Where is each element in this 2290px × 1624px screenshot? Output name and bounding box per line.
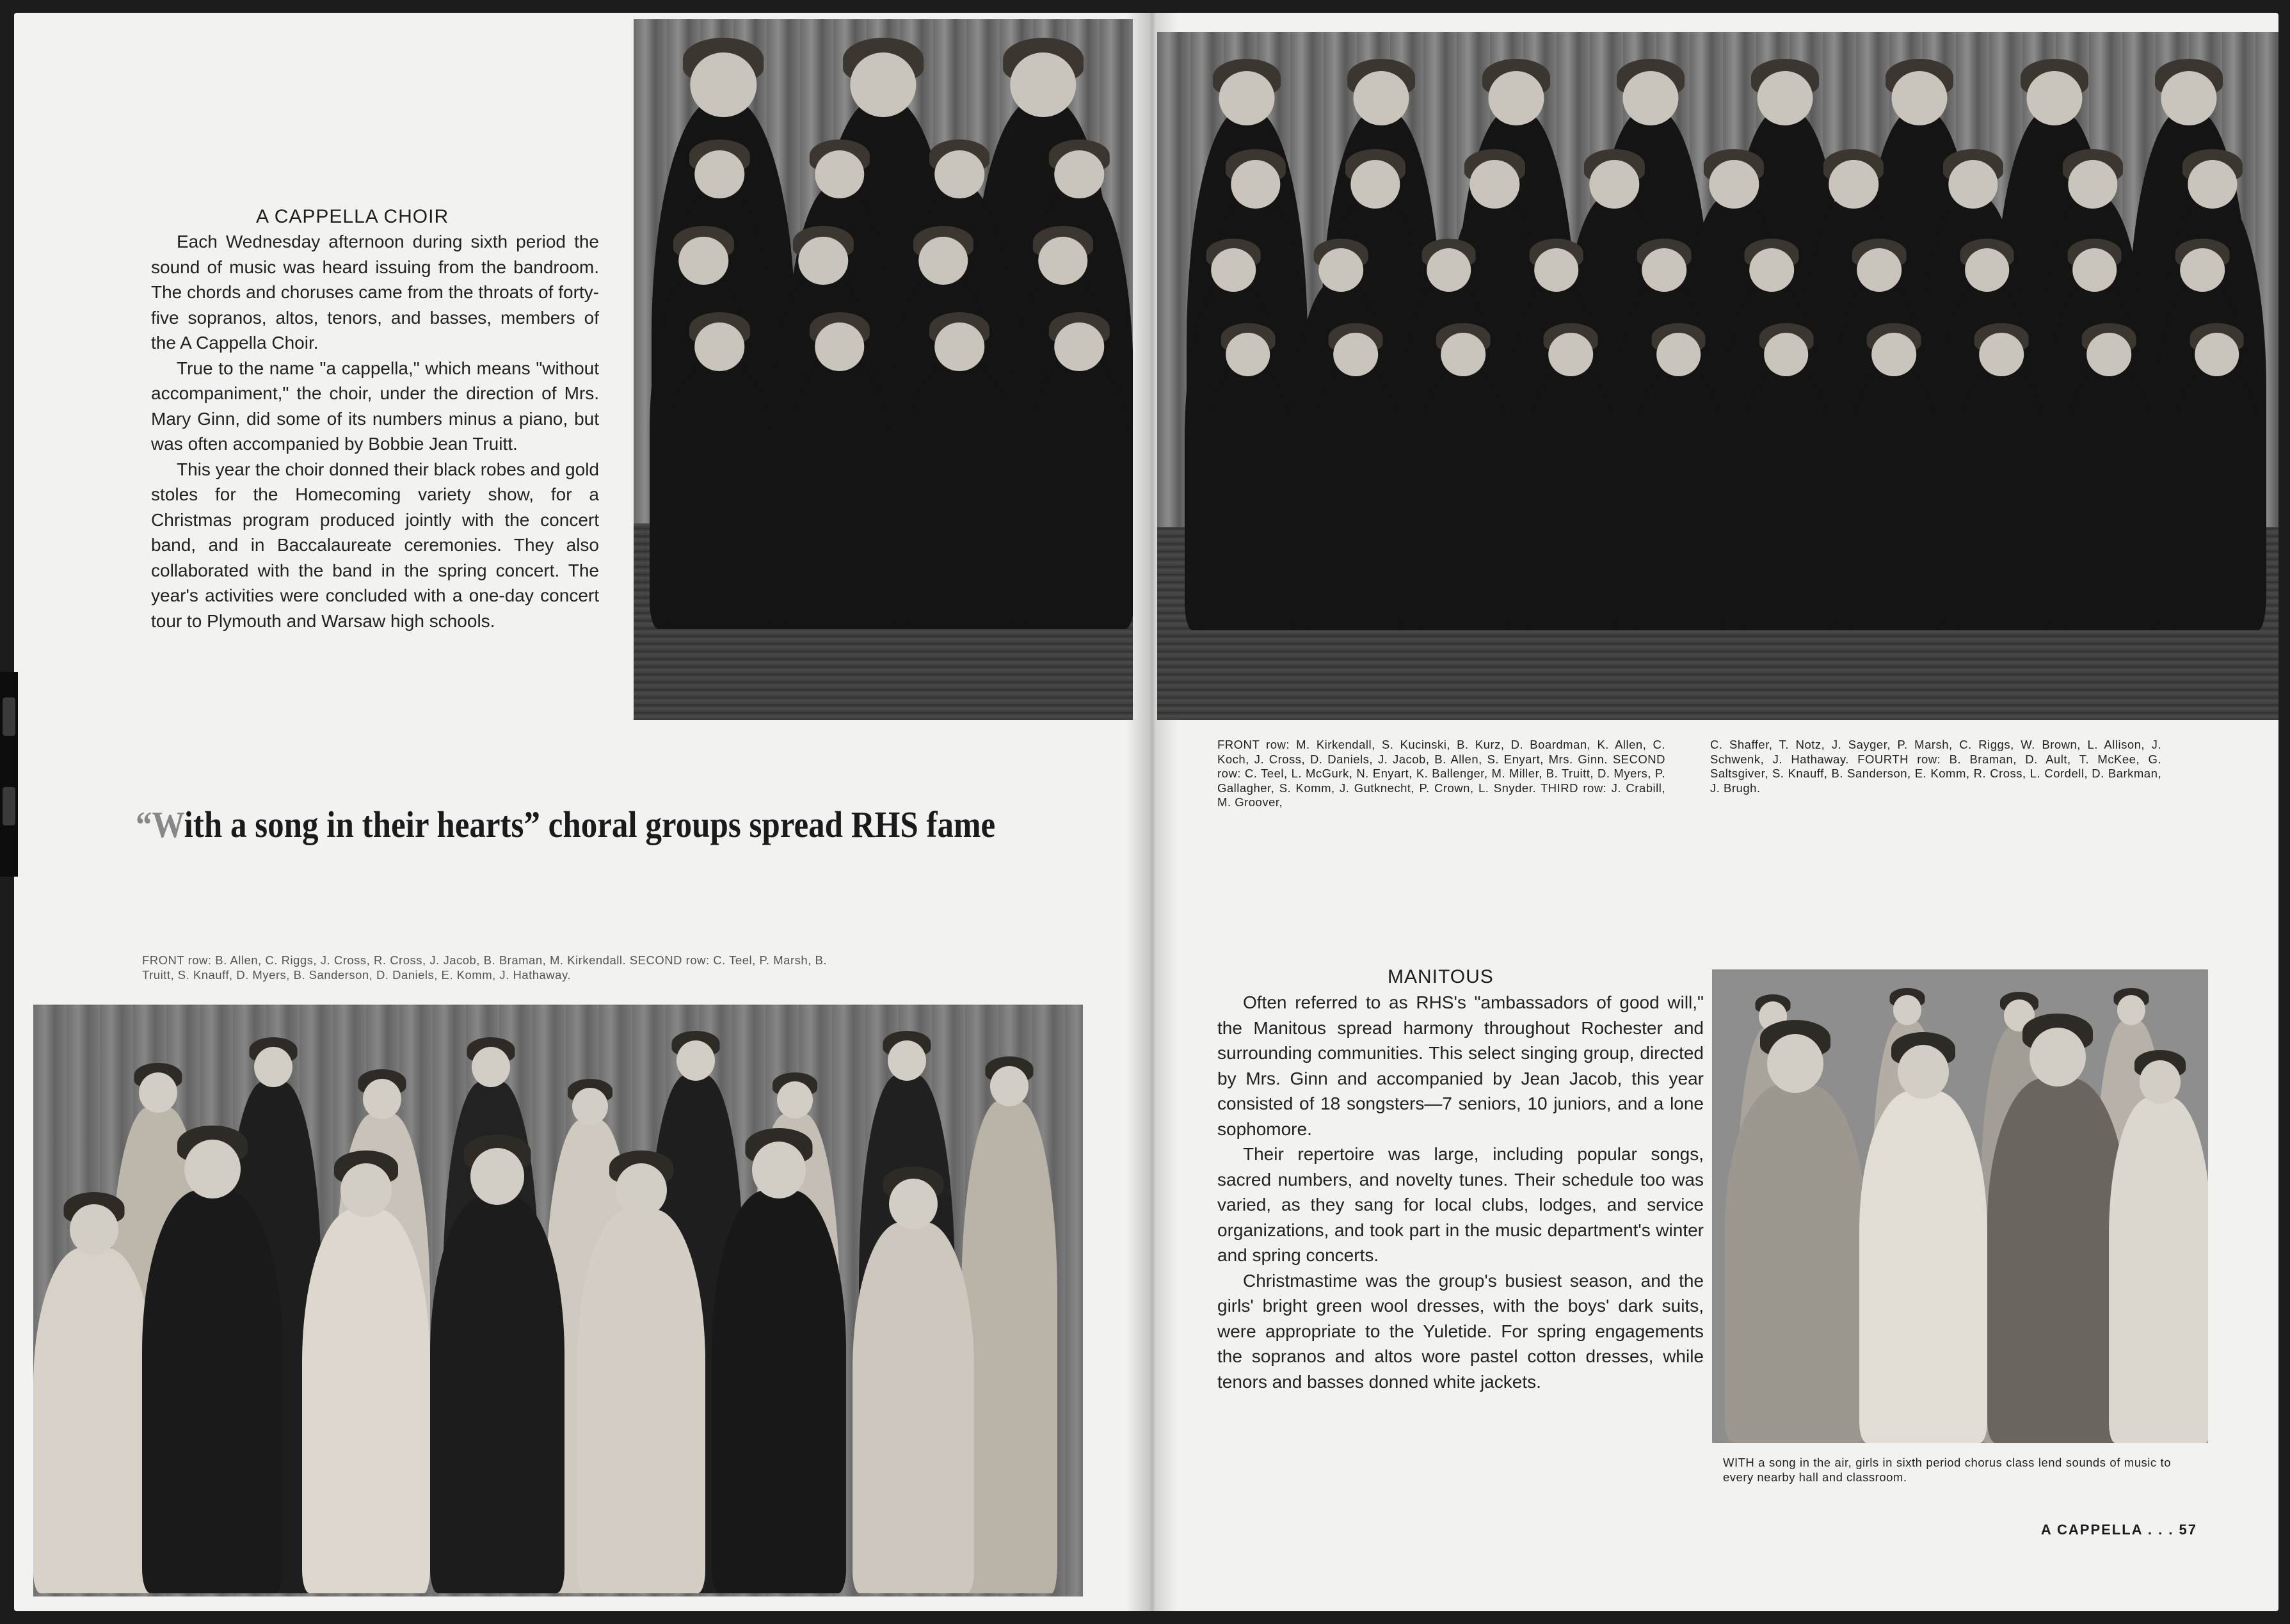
face (616, 1163, 667, 1217)
chorus-class-photo (1712, 969, 2208, 1443)
manitous-body (1217, 990, 1704, 1394)
face (1333, 333, 1378, 376)
face (850, 52, 916, 117)
face (1749, 248, 1794, 292)
face (1010, 52, 1076, 117)
choir-member (1415, 364, 1512, 630)
choir-paragraph: Each Wednesday afternoon during sixth period the sound of music was heard issuing from the bandroom. The chords and choruses came from the throats of forty-five sopranos, altos, tenors, and basses, members of the A Cappella Choir. (151, 232, 599, 353)
choir-member (1199, 364, 1296, 630)
face (889, 1179, 938, 1230)
face (1488, 71, 1544, 125)
face (1892, 71, 1948, 125)
face (1054, 322, 1104, 371)
face (2117, 995, 2145, 1024)
face (2195, 333, 2239, 376)
group-member (1987, 1078, 2128, 1443)
group-member (853, 1222, 974, 1593)
choir-photo-left (634, 19, 1133, 720)
choir-member (2168, 364, 2265, 630)
face (2068, 160, 2117, 209)
face (678, 237, 728, 285)
choir-member (2061, 364, 2158, 630)
manitous-paragraph: Often referred to as RHS's "ambassadors of good will," the Manitous spread harmony throughout Rochester and surrounding communities. This select singing group, directed by Mrs. Ginn and accompanied by Jean Jacob, this year consisted of 18 songsters—7 seniors, 10 juniors, and a lone sophomore. (1217, 992, 1704, 1139)
group-member (1859, 1091, 1987, 1443)
face (1709, 160, 1759, 209)
robed-singers (1180, 74, 2256, 679)
face (777, 1081, 813, 1119)
face (2026, 71, 2082, 125)
group-member (2109, 1097, 2208, 1443)
manitous-photo (33, 1005, 1083, 1596)
face (1219, 71, 1275, 125)
headline-text: ith a song in their hearts” choral groups spread RHS fame (184, 804, 996, 845)
choir-member (1523, 364, 1619, 630)
face (1979, 333, 2024, 376)
headline-open-quote: “W (136, 804, 184, 845)
face (1427, 248, 1471, 292)
choir-paragraph: This year the choir donned their black robes and gold stoles for the Homecoming variety show, for a Christmas program produced jointly with the concert band, and in Baccalaureate ceremonies. They also collaborated with the band in the spring concert. The year's activities were concluded with a one-day concert tour to Plymouth and Warsaw high schools. (151, 459, 599, 631)
choir-caption-col2: C. Shaffer, T. Notz, J. Sayger, P. Marsh, C. Riggs, W. Brown, L. Allison, J. Schwenk, J. Hathaway. FOURTH row: B. Braman, D. Ault, T. McKee, G. Saltsgiver, S. Knauff, B. Sanderson, E. Komm, R. Cross, L. Cordell, D. Barkman, J. Brugh. (1710, 738, 2161, 795)
face (472, 1047, 510, 1087)
face (1898, 1045, 1949, 1099)
choir-member (666, 357, 774, 628)
face (1231, 160, 1280, 209)
face (1857, 248, 1902, 292)
group-member (33, 1248, 155, 1593)
face (1965, 248, 2010, 292)
group-member (712, 1190, 846, 1593)
face (1656, 333, 1701, 376)
face (1948, 160, 1998, 209)
face (695, 150, 745, 199)
face (691, 52, 757, 117)
face (888, 1040, 926, 1081)
face (752, 1142, 806, 1198)
face (934, 150, 984, 199)
choir-member (1738, 364, 1834, 630)
face (184, 1140, 241, 1198)
spread-headline (136, 803, 996, 846)
face (2140, 1060, 2181, 1103)
face (918, 237, 968, 285)
choir-paragraph: True to the name "a cappella," which means "without accompaniment," the choir, under the direction of Mrs. Mary Ginn, did some of its numbers minus a piano, but was often accompanied by Bobbie Jean Truitt. (151, 358, 599, 454)
face (572, 1088, 608, 1126)
face (1767, 1034, 1823, 1093)
face (1622, 71, 1678, 125)
face (1758, 71, 1813, 125)
face (363, 1079, 401, 1119)
face (1764, 333, 1809, 376)
face (1038, 237, 1088, 285)
face (1350, 160, 1400, 209)
face (695, 322, 745, 371)
face (1211, 248, 1256, 292)
face (990, 1066, 1029, 1106)
face (1441, 333, 1485, 376)
face (1354, 71, 1409, 125)
group-member (302, 1209, 430, 1593)
group-member (142, 1190, 283, 1593)
choir-member (1630, 364, 1727, 630)
choir-member (1953, 364, 2050, 630)
robed-singers (644, 61, 1123, 678)
manitous-title: MANITOUS (1388, 966, 1494, 987)
face (934, 322, 984, 371)
face (1893, 995, 1921, 1024)
chorus-class-caption: WITH a song in the air, girls in sixth period chorus class lend sounds of music to every nearby hall and classroom. (1723, 1456, 2171, 1484)
face (1829, 160, 1878, 209)
face (2161, 71, 2216, 125)
face (1590, 160, 1639, 209)
page-folio: A CAPPELLA . . . 57 (2040, 1522, 2197, 1538)
face (677, 1040, 715, 1081)
face (815, 150, 865, 199)
face (2030, 1028, 2086, 1087)
face (2072, 248, 2117, 292)
manitous-paragraph: Christmastime was the group's busiest season, and the girls' bright green wool dresses, with the boys' dark suits, were appropriate to the Yuletide. For spring engagements the sopranos and altos wore pastel cotton dresses, while tenors and basses donned white jackets. (1217, 1270, 1704, 1392)
face (799, 237, 849, 285)
face (1871, 333, 1916, 376)
choir-caption-col1: FRONT row: M. Kirkendall, S. Kucinski, B. Kurz, D. Boardman, K. Allen, C. Koch, J. Cross, D. Daniels, J. Jacob, B. Allen, S. Enyart, Mrs. Ginn. SECOND row: C. Teel, L. McGurk, N. Enyart, K. Ballenger, M. Miller, B. Truitt, D. Myers, P. Gallagher, S. Komm, J. Gutknecht, P. Crown, L. Snyder. THIRD row: J. Crabill, M. Groover, (1217, 738, 1665, 809)
face (340, 1163, 392, 1217)
binding-clip (0, 672, 18, 877)
face (2180, 248, 2225, 292)
face (1226, 333, 1270, 376)
manitous-caption: FRONT row: B. Allen, C. Riggs, J. Cross, R. Cross, J. Jacob, B. Braman, M. Kirkendall. SECOND row: C. Teel, P. Marsh, B. Truitt, S. Knauff, D. Myers, B. Sanderson, D. Daniels, E. Komm, J. Hathaway. (142, 953, 827, 982)
choir-member (785, 357, 893, 628)
choir-photo-right (1157, 32, 2278, 720)
face (2188, 160, 2237, 209)
group-member (430, 1197, 564, 1593)
manitous-paragraph: Their repertoire was large, including popular songs, sacred numbers, and novelty tunes. Their schedule too was varied, as they sang for local clubs, lodges, and service organizations, and took part in the music department's winter and spring concerts. (1217, 1144, 1704, 1265)
face (254, 1047, 292, 1087)
face (1470, 160, 1519, 209)
group-member (1725, 1085, 1866, 1443)
face (1642, 248, 1686, 292)
face (1054, 150, 1104, 199)
face (1549, 333, 1594, 376)
choir-body (151, 229, 599, 633)
choir-member (1025, 357, 1133, 628)
choir-member (1845, 364, 1942, 630)
choir-member (1307, 364, 1404, 630)
face (815, 322, 865, 371)
face (139, 1072, 177, 1113)
face (2087, 333, 2132, 376)
face (470, 1148, 524, 1204)
face (1534, 248, 1579, 292)
choir-title: A CAPPELLA CHOIR (256, 206, 449, 227)
face (70, 1204, 118, 1255)
face (1319, 248, 1364, 292)
group-member (961, 1101, 1057, 1593)
choir-member (906, 357, 1014, 628)
group-member (577, 1209, 705, 1593)
